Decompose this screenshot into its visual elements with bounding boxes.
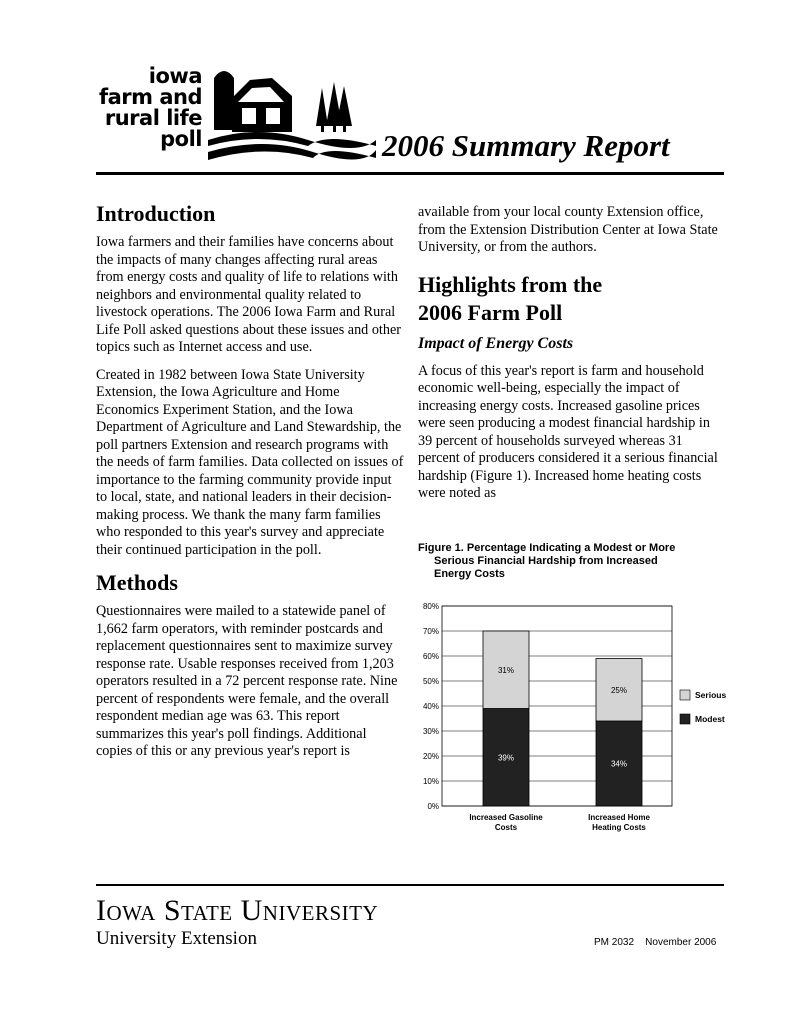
- energy-subheading: Impact of Energy Costs: [418, 334, 574, 352]
- continued-paragraph: available from your local county Extension office, from the Extension Distribution Center at Iowa State University, or from the authors.: [418, 204, 718, 255]
- left-column: [96, 200, 404, 771]
- y-tick-label: 60%: [422, 652, 439, 661]
- intro-paragraph: Iowa farmers and their families have concerns about the impacts of many changes affecting rural areas from energy costs and quality of life to relations with neighbors and environmental quality related to livestock operations. The 2006 Iowa Farm and Rural Life Poll asked questions about these issues and other topics such as Internet access and use.: [96, 234, 401, 355]
- farm-icon: [208, 62, 378, 162]
- publication-number: PM 2032: [594, 937, 635, 948]
- bar-value-label: 34%: [610, 759, 628, 769]
- y-tick-label: 40%: [422, 702, 439, 711]
- bar-value-label: 25%: [610, 685, 628, 695]
- figure-title-line: Figure 1. Percentage Indicating a Modest or More: [418, 542, 676, 554]
- figure-1-chart: [412, 596, 742, 846]
- legend-label: Modest: [695, 714, 725, 724]
- bar-value-label: 31%: [497, 665, 515, 675]
- intro-paragraph: Created in 1982 between Iowa State University Extension, the Iowa Agriculture and Home Economics Experiment Station, and the Iowa Department of Agriculture and Land Stewardship, the poll partners Extension and research programs with the needs of farm families. Data collected on issues of importance to the farming community provide input to local, state, and national leaders in their decision-making process. We thank the many farm families who responded to this year's survey and appreciate their continued participation in the poll.: [96, 366, 404, 558]
- header-rule: [96, 172, 724, 175]
- legend-swatch-modest: [680, 714, 690, 724]
- introduction-heading: Introduction: [96, 201, 216, 226]
- highlights-heading-line: Highlights from the: [418, 271, 603, 297]
- y-tick-label: 70%: [422, 627, 439, 636]
- university-unit: University Extension: [96, 928, 257, 949]
- x-category-label: Increased Home: [588, 813, 650, 822]
- logo-wordmark: [90, 66, 202, 150]
- highlights-heading-line: 2006 Farm Poll: [418, 299, 563, 325]
- legend-label: Serious: [695, 690, 727, 700]
- y-tick-label: 20%: [422, 752, 439, 761]
- energy-paragraph: A focus of this year's report is farm and household economic well-being, especially the impact of increasing energy costs. Increased gasoline prices were seen producing a modest financial hardship in 39 percent of households surveyed whereas 31 percent of producers considered it a serious financial hardship (Figure 1). Increased home heating costs were noted as: [418, 362, 718, 501]
- x-category-label: Increased Gasoline: [469, 813, 543, 822]
- legend-swatch-serious: [680, 690, 690, 700]
- figure-title-line: Energy Costs: [434, 568, 505, 580]
- poll-logo: [90, 62, 380, 162]
- x-category-label: Heating Costs: [592, 823, 646, 832]
- footer-rule: [96, 884, 724, 886]
- methods-paragraph: Questionnaires were mailed to a statewide panel of 1,662 farm operators, with reminder postcards and replacement questionnaires sent to maximize survey response rate. Usable responses received from 1,203 operators resulted in a 72 percent response rate. Nine percent of respondents were female, and the overall respondent median age was 63. This report summarizes this year's poll findings. Additional copies of this or any previous year's report is: [96, 603, 398, 759]
- figure-title: [418, 542, 738, 581]
- methods-heading: Methods: [96, 570, 178, 595]
- publication-date: November 2006: [645, 937, 717, 948]
- bar-value-label: 39%: [497, 753, 515, 763]
- logo-line: rural life: [104, 106, 202, 130]
- x-category-label: Costs: [494, 823, 518, 832]
- highlights-heading: [418, 271, 726, 327]
- right-column: [418, 204, 726, 513]
- logo-line: poll: [160, 127, 202, 151]
- figure-title-line: Serious Financial Hardship from Increased: [434, 555, 658, 567]
- logo-line: farm and: [98, 85, 202, 109]
- publication-info: [594, 937, 716, 948]
- y-tick-label: 80%: [422, 602, 439, 611]
- university-name: Iowa State University: [96, 894, 379, 927]
- y-tick-label: 30%: [422, 727, 439, 736]
- report-title: 2006 Summary Report: [382, 128, 670, 163]
- y-tick-label: 10%: [422, 777, 439, 786]
- logo-line: iowa: [148, 64, 202, 88]
- y-tick-label: 50%: [422, 677, 439, 686]
- y-tick-label: 0%: [427, 802, 439, 811]
